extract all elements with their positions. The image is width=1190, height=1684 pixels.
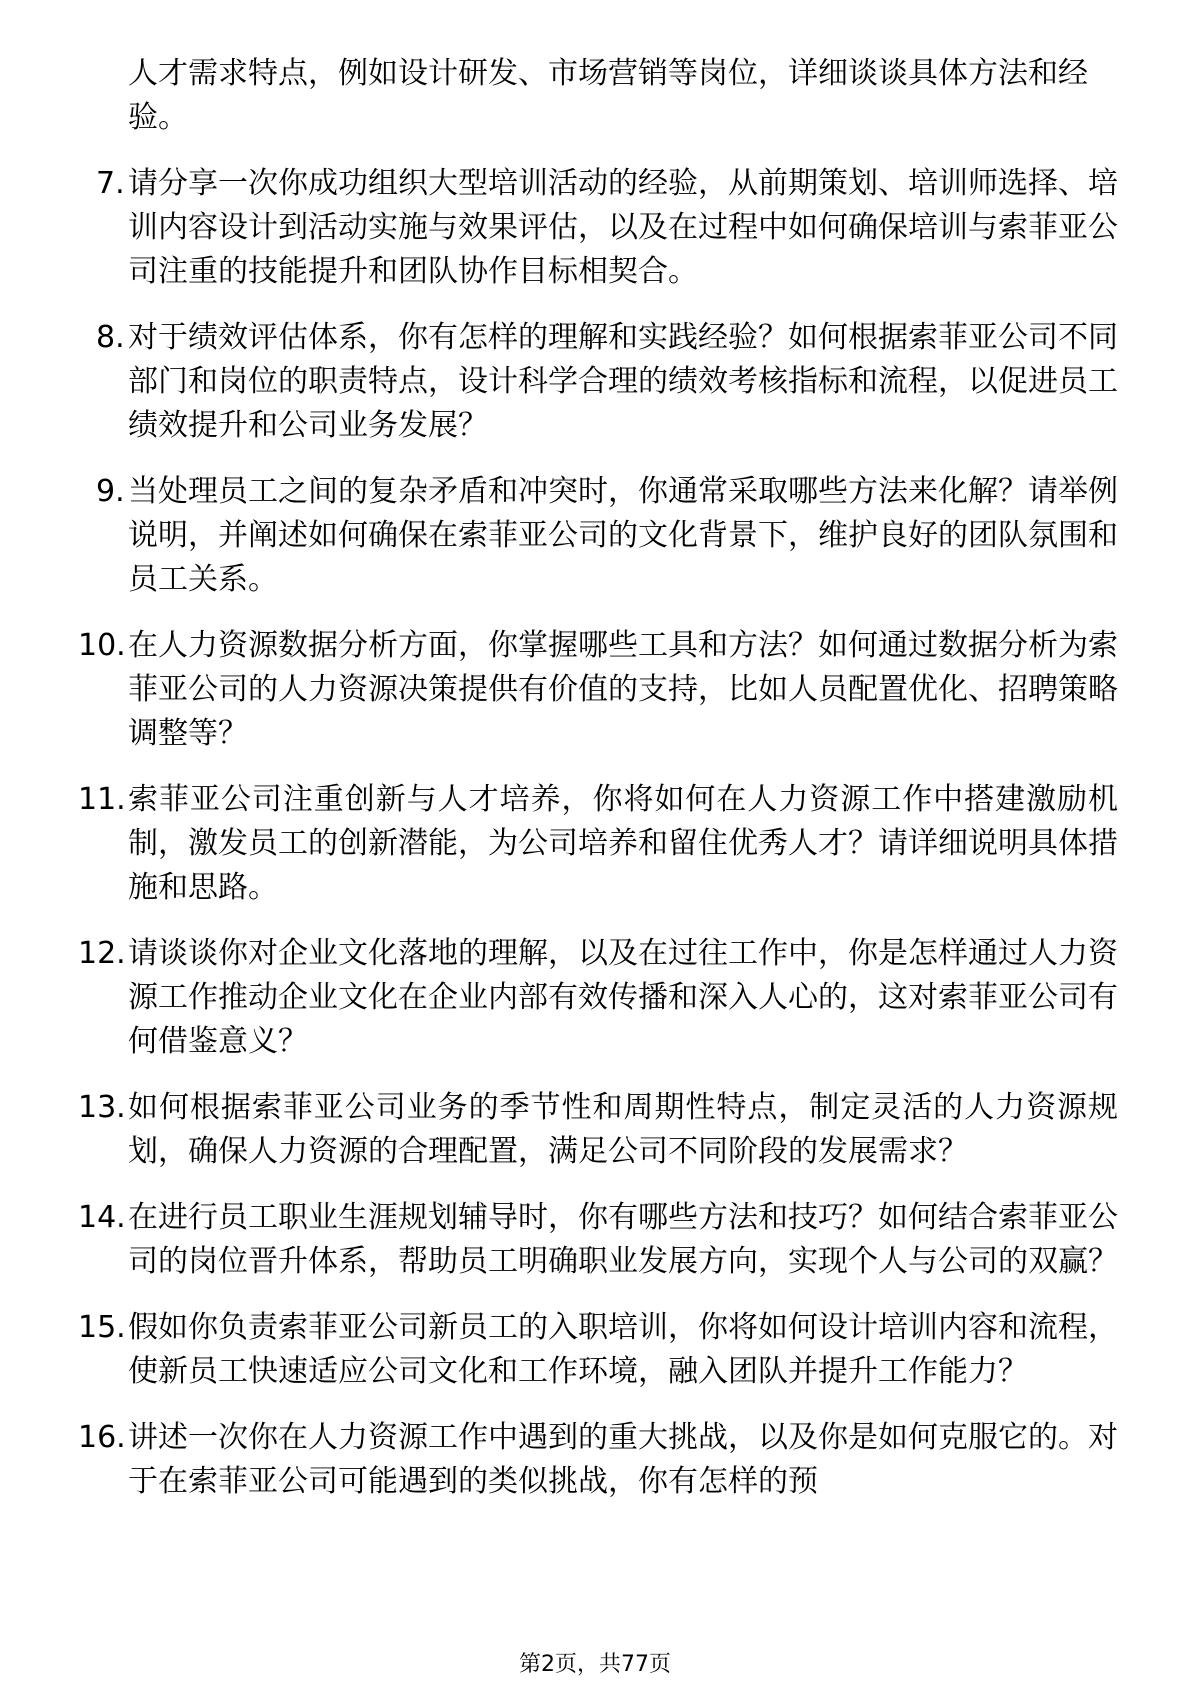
question-text: 对于绩效评估体系，你有怎样的理解和实践经验？如何根据索菲亚公司不同部门和岗位的职责特点，设计科学合理的绩效考核指标和流程，以促进员工绩效提升和公司业务发展？ (128, 320, 1118, 443)
question-list (78, 52, 1118, 1526)
question-text: 请分享一次你成功组织大型培训活动的经验，从前期策划、培训师选择、培训内容设计到活动实施与效果评估，以及在过程中如何确保培训与索菲亚公司注重的技能提升和团队协作目标相契合。 (128, 166, 1118, 289)
question-number: 10. (78, 628, 126, 663)
question-number: 9. (96, 474, 125, 509)
question-number: 16. (78, 1420, 126, 1455)
question-text: 如何根据索菲亚公司业务的季节性和周期性特点，制定灵活的人力资源规划，确保人力资源的合理配置，满足公司不同阶段的发展需求？ (128, 1090, 1118, 1169)
question-item (78, 1086, 1118, 1174)
question-text: 当处理员工之间的复杂矛盾和冲突时，你通常采取哪些方法来化解？请举例说明，并阐述如何确保在索菲亚公司的文化背景下，维护良好的团队氛围和员工关系。 (128, 474, 1118, 597)
question-item (78, 1416, 1118, 1504)
question-text: 在进行员工职业生涯规划辅导时，你有哪些方法和技巧？如何结合索菲亚公司的岗位晋升体系，帮助员工明确职业发展方向，实现个人与公司的双赢？ (128, 1200, 1118, 1279)
question-number: 8. (96, 320, 125, 355)
question-text: 假如你负责索菲亚公司新员工的入职培训，你将如何设计培训内容和流程，使新员工快速适应公司文化和工作环境，融入团队并提升工作能力？ (128, 1310, 1118, 1389)
question-item (78, 624, 1118, 756)
question-number: 13. (78, 1090, 126, 1125)
question-item (78, 162, 1118, 294)
question-text: 在人力资源数据分析方面，你掌握哪些工具和方法？如何通过数据分析为索菲亚公司的人力资源决策提供有价值的支持，比如人员配置优化、招聘策略调整等？ (128, 628, 1118, 751)
page-footer: 第2页，共77页 (519, 1652, 671, 1677)
question-item (78, 470, 1118, 602)
question-item (78, 932, 1118, 1064)
question-number: 14. (78, 1200, 126, 1235)
question-text: 讲述一次你在人力资源工作中遇到的重大挑战，以及你是如何克服它的。对于在索菲亚公司可能遇到的类似挑战，你有怎样的预 (128, 1420, 1118, 1499)
continuation-paragraph: 人才需求特点，例如设计研发、市场营销等岗位，详细谈谈具体方法和经验。 (128, 56, 1088, 135)
question-item (78, 316, 1118, 448)
question-text: 索菲亚公司注重创新与人才培养，你将如何在人力资源工作中搭建激励机制，激发员工的创新潜能，为公司培养和留住优秀人才？请详细说明具体措施和思路。 (128, 782, 1118, 905)
question-item (78, 1306, 1118, 1394)
question-number: 7. (96, 166, 125, 201)
question-number: 15. (78, 1310, 126, 1345)
question-text: 请谈谈你对企业文化落地的理解，以及在过往工作中，你是怎样通过人力资源工作推动企业文化在企业内部有效传播和深入人心的，这对索菲亚公司有何借鉴意义？ (128, 936, 1118, 1059)
question-item (78, 1196, 1118, 1284)
question-number: 12. (78, 936, 126, 971)
question-item (78, 778, 1118, 910)
question-number: 11. (78, 782, 126, 817)
watermark: ​ (586, 734, 674, 886)
